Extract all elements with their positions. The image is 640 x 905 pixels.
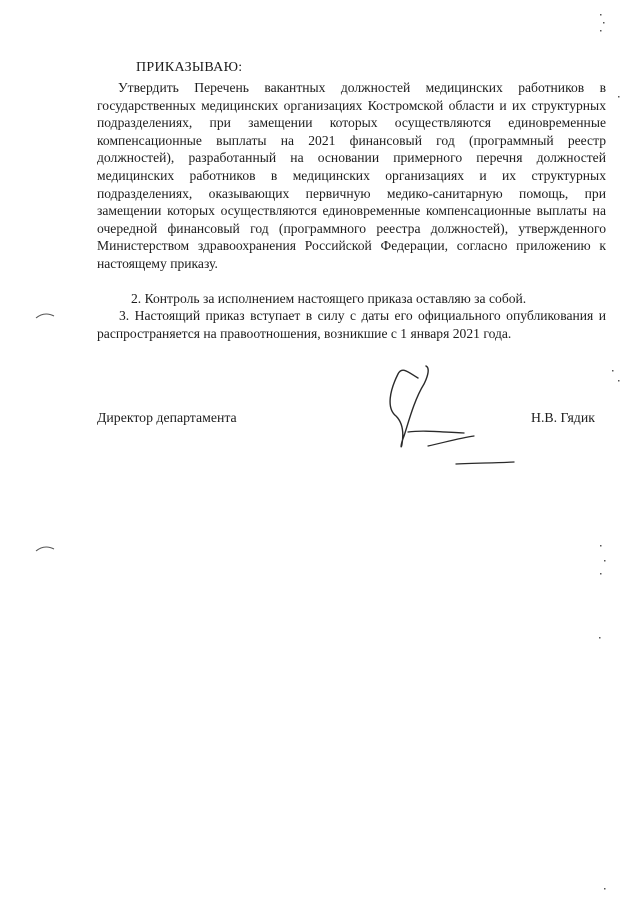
paragraph-3-effective-date: 3. Настоящий приказ вступает в силу с даты его официального опубликования и распространяется на правоотношения, возникшие с 1 января 2021 года. <box>97 308 606 341</box>
order-heading: ПРИКАЗЫВАЮ: <box>136 60 243 75</box>
paragraph-2-control: 2. Контроль за исполнением настоящего приказа оставляю за собой. <box>131 291 527 306</box>
paragraph-1-approve-list: Утвердить Перечень вакантных должностей медицинских работников в государственных медицинских организациях Костромской области и их структурных подразделениях, при замещении которых осуществляются единовременные компенсационные выплаты на 2021 финансовый год (программный реестр должностей), разработанный на основании примерного перечня должностей медицинских работников в медицинских организациях и их структурных подразделениях, оказывающих первичную медико-санитарную помощь, при замещении которых осуществляются единовременные компенсационные выплаты на очередной финансовый год (программного реестра должностей), утвержденного Министерством здравоохранения Российской Федерации, согласно приложению к настоящему приказу. <box>97 80 606 271</box>
signatory-name: Н.В. Гядик <box>531 410 595 425</box>
signatory-title: Директор департамента <box>97 410 237 425</box>
handwritten-signature <box>368 360 528 475</box>
